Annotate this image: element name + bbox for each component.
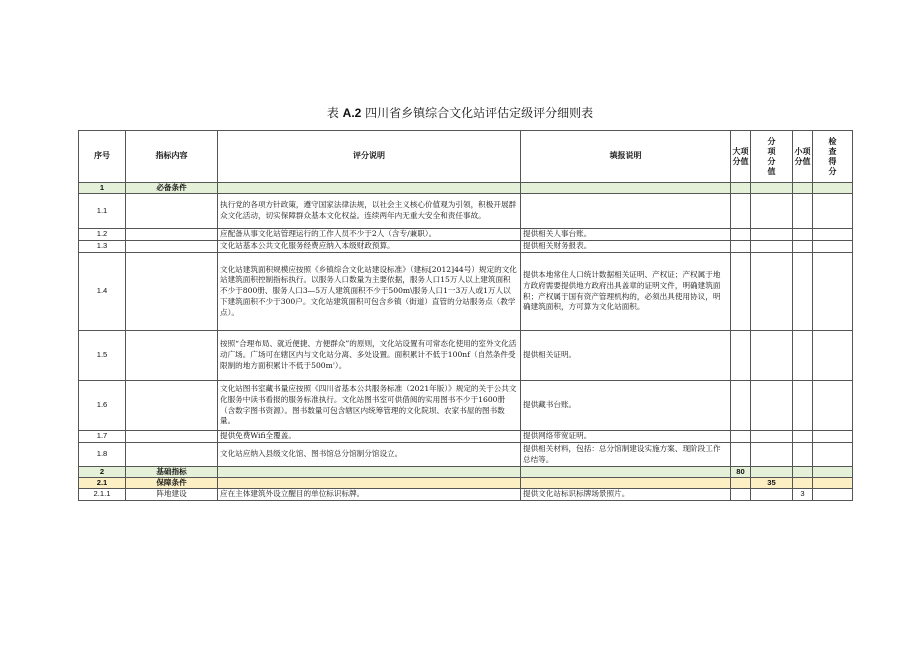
section-row [79,467,853,478]
section-no: 2 [79,467,126,478]
table-row [79,253,853,331]
table-row [79,229,853,241]
row-scoring: 文化站建筑面积规模应按照《乡镇综合文化站建设标准》（建标[2012]44号）规定的文化站建筑面积控制指标执行。以服务人口数量为主要依据，服务人口15万人以上建筑面积不少于800册、服务人口3—5万人建筑面积不少于500m\服务人口1一3万人或1万人以下建筑面积不少于300户。文化站建筑面积可包含乡镇（街道）直管的分站服务点（教学点）。 [218,253,521,331]
section-no: 1 [79,183,126,194]
header-check: 检查得分 [813,131,853,183]
row-no: 1.8 [79,443,126,467]
table-row [79,443,853,467]
table-row [79,489,853,501]
row-scoring: 按照“合理布局、就近便捷、方便群众”的原则，文化站设置有可常态化使用的室外文化活动广场。广场可在辖区内与文化站分离、多处设置。面积累计不低于100nf（自然条件受限制的地方面积累计不低于500m'）。 [218,331,521,381]
subsection-row [79,478,853,489]
row-no: 1.4 [79,253,126,331]
header-filling: 填报说明 [521,131,731,183]
row-filling: 提供相关人事台账。 [521,229,731,241]
row-filling: 提供相关材料，包括：总分馆制建设实施方案、现阶段工作总结等。 [521,443,731,467]
row-no: 1.5 [79,331,126,381]
row-no: 1.6 [79,381,126,431]
section-name: 基础指标 [126,467,218,478]
row-filling [521,194,731,229]
header-big: 大项分值 [731,131,751,183]
row-scoring: 应配备从事文化站管理运行的工作人员不少于2人（含专/兼职）。 [218,229,521,241]
row-no: 2.1.1 [79,489,126,501]
row-no: 1.1 [79,194,126,229]
row-filling: 提供藏书台账。 [521,381,731,431]
table-row [79,241,853,253]
subsection-name: 保障条件 [126,478,218,489]
header-indicator: 指标内容 [126,131,218,183]
page-title: 表 A.2 四川省乡镇综合文化站评估定级评分细则表 [326,106,594,120]
row-indicator: 阵地建设 [126,489,218,501]
header-sub: 分项分值 [751,131,793,183]
header-row [79,131,853,183]
scoring-table [78,130,853,501]
section-row [79,183,853,194]
row-scoring: 文化站基本公共文化服务经费应纳入本级财政预算。 [218,241,521,253]
row-scoring: 执行党的各项方针政策，遵守国家法律法规，以社会主义核心价值观为引领，积极开展群众文化活动，切实保障群众基本文化权益。连续两年内无重大安全和责任事故。 [218,194,521,229]
row-filling: 提供本地常住人口统计数据相关证明、产权证；产权属于地方政府需要提供地方政府出具盖章的证明文件，明确建筑面积；产权属于国有资产管理机构的，必须出具使用协议，明确建筑面积，方可算为文化站面积。 [521,253,731,331]
row-scoring: 文化站应纳入县级文化馆、图书馆总分馆制分馆设立。 [218,443,521,467]
row-no: 1.7 [79,431,126,443]
sub-score: 35 [751,478,793,489]
row-no: 1.2 [79,229,126,241]
table-row [79,431,853,443]
big-score: 80 [731,467,751,478]
header-seq: 序号 [79,131,126,183]
row-scoring: 文化站图书室藏书量应按照《四川省基本公共服务标准（2021年版）》规定的关于公共文化服务中读书看报的服务标准执行。文化站图书室可供借阅的实用图书不少于1600册（含数字图书资源）。图书数量可包含辖区内统筹管理的文化院坝、农家书屋的图书数量。 [218,381,521,431]
small-score: 3 [793,489,813,501]
table-row [79,194,853,229]
row-no: 1.3 [79,241,126,253]
header-small: 小项分值 [793,131,813,183]
row-scoring: 应在主体建筑外设立醒目的单位标识标牌。 [218,489,521,501]
row-filling: 提供相关证明。 [521,331,731,381]
subsection-no: 2.1 [79,478,126,489]
section-name: 必备条件 [126,183,218,194]
row-filling: 提供文化站标识标牌场景照片。 [521,489,731,501]
row-filling: 提供相关财务报表。 [521,241,731,253]
row-filling: 提供网络带宽证明。 [521,431,731,443]
header-scoring: 评分说明 [218,131,521,183]
row-scoring: 提供免费Wifi全覆盖。 [218,431,521,443]
table-row [79,331,853,381]
table-row [79,381,853,431]
